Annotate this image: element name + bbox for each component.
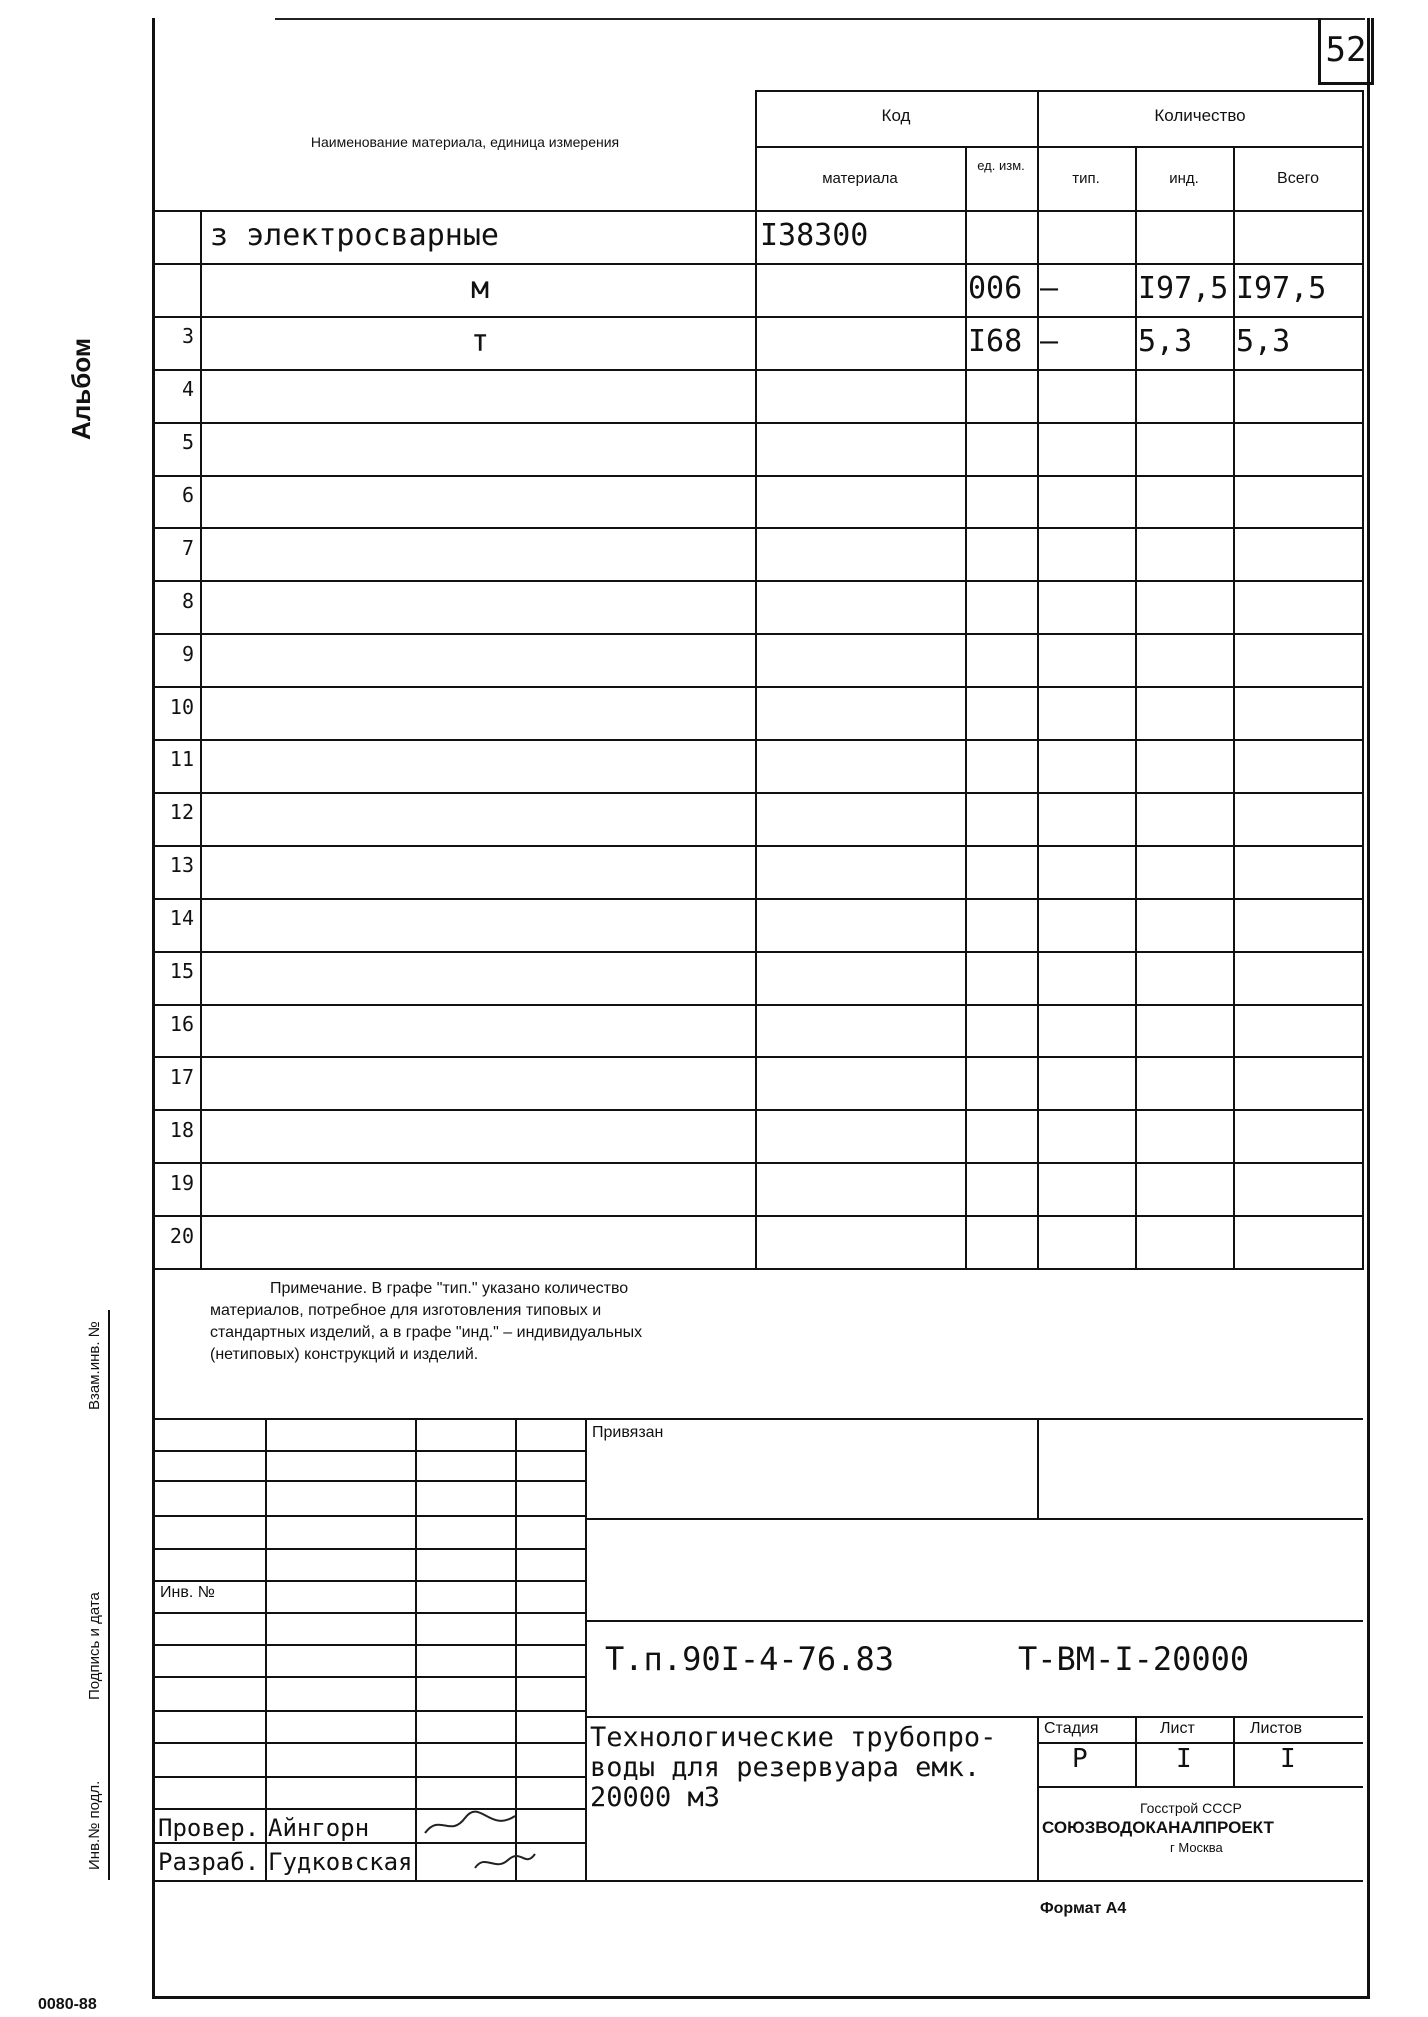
signature-grid-line <box>152 1710 585 1712</box>
table-cell-code: I38300 <box>760 218 869 253</box>
table-cell-num: 17 <box>169 1065 194 1089</box>
col-line-right <box>1362 90 1364 1270</box>
dev-role: Разраб. <box>158 1848 260 1876</box>
album-label: Альбом <box>66 337 96 440</box>
table-cell-name: т <box>470 324 490 359</box>
table-row-line <box>152 686 1363 688</box>
signature-grid-line <box>152 1612 585 1614</box>
table-cell-num: 6 <box>181 483 194 507</box>
table-cell-num: 14 <box>169 906 194 930</box>
header-code-material: материала <box>822 170 898 187</box>
table-cell-num: 10 <box>169 695 194 719</box>
org-line-3: г Москва <box>1170 1840 1223 1855</box>
stamp-vline-8 <box>1233 1716 1235 1786</box>
inv-label: Инв. № <box>160 1584 215 1601</box>
side-podpis: Подпись и дата <box>86 1592 103 1700</box>
table-cell-num: 16 <box>169 1012 194 1036</box>
table-row-line <box>152 1056 1363 1058</box>
table-row-line <box>152 1162 1363 1164</box>
table-row-line <box>152 633 1363 635</box>
note-line-4: (нетиповых) конструкций и изделий. <box>210 1346 479 1363</box>
header-typ: тип. <box>1072 170 1100 187</box>
signature-grid-line <box>152 1515 585 1517</box>
table-row-line <box>152 527 1363 529</box>
table-cell-name: м <box>470 271 490 306</box>
stamp-vline-7 <box>1135 1716 1137 1786</box>
footer-code: 0080-88 <box>38 1996 97 2013</box>
note-line-2: материалов, потребное для изготовления типовых и <box>210 1302 602 1319</box>
table-row-line <box>152 422 1363 424</box>
org-line-1: Госстрой СССР <box>1140 1800 1242 1816</box>
table-cell-unit: 006 <box>968 271 1023 306</box>
page-number: 52 <box>1318 18 1374 85</box>
table-cell-num: 13 <box>169 853 194 877</box>
side-vzam: Взам.инв. № <box>86 1321 103 1410</box>
table-cell-unit: I68 <box>968 324 1023 359</box>
note <box>210 1278 1110 1366</box>
stamp-line-a <box>585 1518 1363 1520</box>
table-cell-typ: – <box>1040 271 1059 306</box>
table-row-line <box>152 898 1363 900</box>
top-border <box>275 18 1365 20</box>
table-cell-num: 18 <box>169 1118 194 1142</box>
stamp-vline-5 <box>1037 1418 1039 1518</box>
header-code-group: Код <box>881 106 911 125</box>
stamp-line-b <box>585 1620 1363 1622</box>
header-name-col: Наименование материала, единица измерения <box>310 134 620 150</box>
table-row-line <box>152 951 1363 953</box>
table-cell-num: 12 <box>169 800 194 824</box>
table-cell-num: 19 <box>169 1171 194 1195</box>
table-cell-name: з электросварные <box>210 218 499 253</box>
sheets-label: Листов <box>1250 1720 1302 1737</box>
table-row-line <box>152 739 1363 741</box>
header-qty-group: Количество <box>1154 106 1246 125</box>
col-line-code <box>755 90 757 1270</box>
note-line-1: Примечание. В графе "тип." указано количество <box>270 1280 629 1297</box>
dev-name: Гудковская <box>268 1848 413 1876</box>
sheet-value: I <box>1176 1744 1192 1774</box>
stamp-vline-2 <box>415 1418 417 1880</box>
table-row-line <box>152 580 1363 582</box>
note-line-3: стандартных изделий, а в графе "инд." – индивидуальных <box>210 1324 643 1341</box>
col-line-unit <box>965 146 967 1270</box>
table-row-line <box>152 369 1363 371</box>
header-unit: ед. изм. <box>977 158 1025 173</box>
col-line-typ <box>1037 90 1039 1270</box>
sheet-code: Т-ВМ-I-20000 <box>1018 1640 1250 1678</box>
table-cell-num: 9 <box>181 642 194 666</box>
stamp-top-line <box>152 1418 1363 1420</box>
table-row-line <box>152 1215 1363 1217</box>
note-top-line <box>152 1268 1363 1270</box>
header-total: Всего <box>1277 170 1319 187</box>
table-cell-total: 5,3 <box>1236 324 1291 359</box>
table-row-line <box>152 1004 1363 1006</box>
stamp-vline-4 <box>585 1418 587 1880</box>
signature-grid-line <box>152 1776 585 1778</box>
table-cell-num: 20 <box>169 1224 194 1248</box>
title-line-2: воды для резервуара емк. <box>590 1752 981 1783</box>
table-row-line <box>152 1109 1363 1111</box>
stage-label: Стадия <box>1044 1720 1099 1737</box>
col-line-ind <box>1135 146 1137 1270</box>
privyazan-label: Привязан <box>592 1424 664 1441</box>
stage-value: Р <box>1072 1744 1088 1774</box>
stamp-vline-6 <box>1037 1716 1039 1880</box>
table-row-line <box>152 845 1363 847</box>
signature-grid-line <box>152 1480 585 1482</box>
signature-grid-line <box>152 1548 585 1550</box>
stamp-vline-1 <box>265 1418 267 1880</box>
signature-grid-line <box>152 1676 585 1678</box>
stamp-line-c <box>585 1716 1363 1718</box>
side-strip-line <box>108 1310 110 1880</box>
signature-grid-line <box>152 1644 585 1646</box>
table-cell-num: 8 <box>181 589 194 613</box>
check-name: Айнгорн <box>268 1814 370 1842</box>
table-cell-ind: I97,5 <box>1138 271 1229 306</box>
doc-code: Т.п.90I-4-76.83 <box>605 1640 894 1678</box>
table-row-line <box>152 316 1363 318</box>
check-role: Провер. <box>158 1814 260 1842</box>
table-cell-typ: – <box>1040 324 1059 359</box>
table-cell-num: 11 <box>169 747 194 771</box>
signature-grid-line <box>152 1450 585 1452</box>
col-line-total <box>1233 146 1235 1270</box>
header-bottom-line <box>152 210 1363 212</box>
table-row-line <box>152 263 1363 265</box>
sheet-label: Лист <box>1160 1720 1195 1737</box>
format-label: Формат А4 <box>1040 1900 1127 1917</box>
side-inv-podl: Инв.№ подл. <box>86 1780 103 1870</box>
table-row-line <box>152 792 1363 794</box>
table-cell-ind: 5,3 <box>1138 324 1193 359</box>
signature-grid-line <box>152 1580 585 1582</box>
title-line-3: 20000 м3 <box>590 1782 721 1813</box>
table-cell-num: 5 <box>181 430 194 454</box>
table-cell-num: 4 <box>181 377 194 401</box>
header-mid-line <box>755 146 1363 148</box>
stamp-line-e <box>1037 1786 1363 1788</box>
table-cell-num: 7 <box>181 536 194 560</box>
sheets-value: I <box>1280 1744 1296 1774</box>
header-ind: инд. <box>1169 170 1199 187</box>
table-cell-total: I97,5 <box>1236 271 1327 306</box>
stamp-bottom-line <box>152 1880 1363 1882</box>
org-line-2: СОЮЗВОДОКАНАЛПРОЕКТ <box>1042 1818 1274 1837</box>
signature-2 <box>470 1848 540 1876</box>
signature-grid-line <box>152 1808 585 1810</box>
signature-grid-line <box>152 1842 585 1844</box>
table-row-line <box>152 475 1363 477</box>
header-top-line <box>755 90 1363 92</box>
table-cell-num: 3 <box>181 324 194 348</box>
signature-grid-line <box>152 1742 585 1744</box>
signature-1 <box>420 1808 520 1840</box>
title-line-1: Технологические трубопро- <box>590 1722 997 1753</box>
table-cell-num: 15 <box>169 959 194 983</box>
